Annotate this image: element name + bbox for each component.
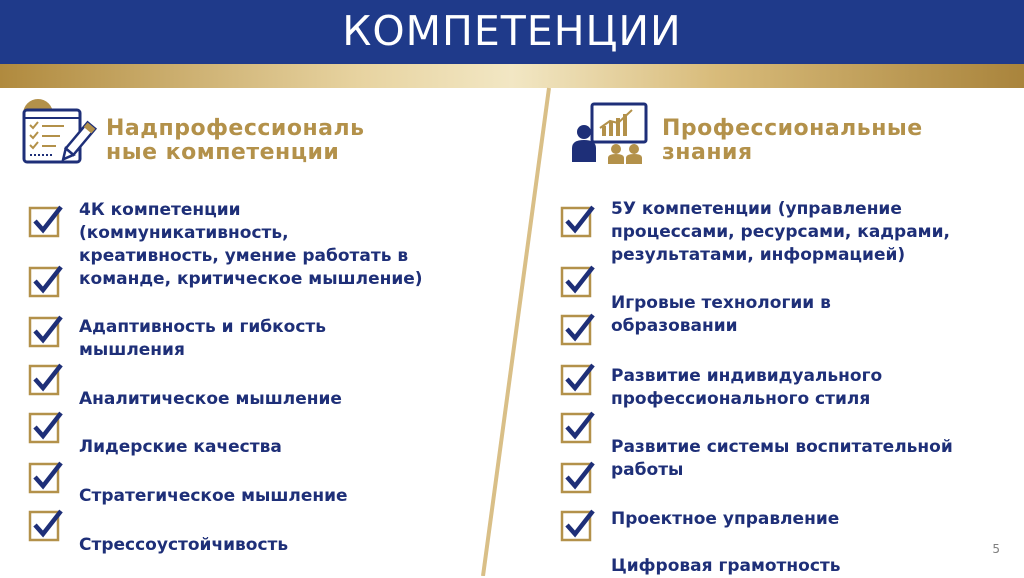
right-item: Развитие системы воспитательной работы [611,437,953,480]
left-column-heading: Надпрофессиональ ные компетенции [106,116,365,165]
left-item: Стратегическое мышление [79,486,348,506]
left-item: Аналитическое мышление [79,389,342,409]
right-item: 5У компетенции (управление процессами, ресурсами, кадрами, результатами, информацией) [611,199,950,265]
check-icon [28,203,64,239]
checklist-pencil-icon [18,98,98,170]
left-item: Стрессоустойчивость [79,535,289,555]
check-icon [28,361,64,397]
check-icon [28,409,64,445]
right-item: Проектное управление [611,509,840,529]
check-icon [560,203,596,239]
check-icon [28,263,64,299]
left-item: 4К компетенции (коммуникативность, креативность, умение работать в команде, критическое мышление) [79,200,423,289]
check-icon [560,263,596,299]
right-item: Цифровая грамотность [611,556,841,576]
right-column-heading: Профессиональные знания [662,116,923,165]
presentation-audience-icon [570,102,650,166]
check-icon [560,409,596,445]
check-icon [560,311,596,347]
page-number: 5 [992,542,1000,556]
check-icon [560,507,596,543]
left-item: Лидерские качества [79,437,282,457]
check-icon [560,361,596,397]
right-item: Развитие индивидуального профессионального стиля [611,366,883,409]
check-icon [28,459,64,495]
slide-title: КОМПЕТЕНЦИИ [342,7,682,55]
left-item: Адаптивность и гибкость мышления [79,317,327,360]
check-icon [28,507,64,543]
right-item: Игровые технологии в образовании [611,293,831,336]
check-icon [560,459,596,495]
check-icon [28,313,64,349]
